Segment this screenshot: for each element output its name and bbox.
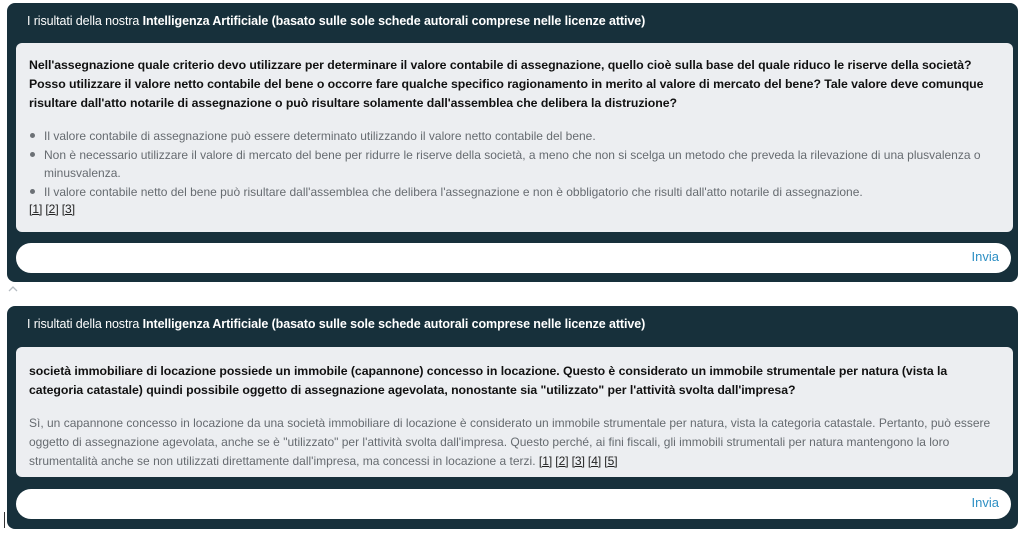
question-text: Nell'assegnazione quale criterio devo utilizzare per determinare il valore contabile di assegnazione, quello cioè sulla base del quale riduco le riserve della società? Posso utilizzare il valore netto contabile del bene o occorre fare qualche specifico ragionamento in merito al valore di mercato del bene? Tale valore deve comunque risultare dall'atto notarile di assegnazione o può risultare solamente dall'assemblea che delibera la distruzione? xyxy=(29,58,984,110)
reference-link-3[interactable]: [3] xyxy=(571,454,585,468)
text-cursor xyxy=(4,512,5,528)
chevron-up-icon[interactable] xyxy=(8,285,18,293)
send-button[interactable]: Invia xyxy=(971,249,999,264)
answer-bullet: Non è necessario utilizzare il valore di mercato del bene per ridurre le riserve della società, a meno che non si scelga un metodo che preveda la rilevazione di una plusvalenza o minusvalenza. xyxy=(29,146,995,183)
answer-bullet-list xyxy=(29,127,995,201)
answer-box xyxy=(16,347,1013,477)
reference-links xyxy=(29,202,995,216)
ai-results-panel xyxy=(7,3,1018,282)
panel-title-bold: Intelligenza Artificiale (basato sulle sole schede autorali comprese nelle licenze attive) xyxy=(142,14,646,28)
panel-title-prefix: I risultati della nostra xyxy=(27,14,143,28)
panel-title xyxy=(27,14,645,28)
send-button[interactable]: Invia xyxy=(971,495,999,510)
reference-link-4[interactable]: [4] xyxy=(587,454,602,468)
reference-link-2[interactable]: [2] xyxy=(555,454,569,468)
reference-link-2[interactable]: [2] xyxy=(45,202,59,216)
answer-bullet: Il valore contabile netto del bene può risultare dall'assemblea che delibera l'assegnazione e non è obbligatorio che risulti dall'atto notarile di assegnazione. xyxy=(29,183,995,202)
question-input[interactable] xyxy=(30,493,934,517)
reference-link-3[interactable]: [3] xyxy=(61,202,76,216)
question-input-row xyxy=(16,243,1011,273)
reference-link-1[interactable]: [1] xyxy=(538,454,553,468)
panel-title-bold: Intelligenza Artificiale (basato sulle sole schede autorali comprese nelle licenze attive) xyxy=(142,317,646,331)
answer-body: Sì, un capannone concesso in locazione da una società immobiliare di locazione è considerato un immobile strumentale per natura, vista la categoria catastale. Pertanto, può essere oggetto di assegnazione agevolata, anche se è "utilizzato" per l'attività svolta dall'impresa. Questo perché, ai fini fiscali, gli immobili strumentali per natura mantengono la loro strumentalità anche se non utilizzati direttamente dall'impresa, ma concessi in locazione a terzi. xyxy=(29,416,991,468)
question-input[interactable] xyxy=(30,247,934,271)
question-input-row xyxy=(16,489,1011,519)
reference-link-5[interactable]: [5] xyxy=(604,454,618,468)
question-text: società immobiliare di locazione possiede un immobile (capannone) concesso in locazione. Questo è considerato un immobile strumentale per natura (vista la categoria catastale) quindi possibile oggetto di assegnazione agevolata, nonostante sia "utilizzato" per l'attività svolta dall'impresa? xyxy=(29,364,948,397)
panel-title-prefix: I risultati della nostra xyxy=(27,317,143,331)
panel-title xyxy=(27,317,645,331)
ai-results-panel xyxy=(7,306,1018,529)
reference-link-1[interactable]: [1] xyxy=(29,202,43,216)
answer-bullet: Il valore contabile di assegnazione può essere determinato utilizzando il valore netto contabile del bene. xyxy=(29,127,995,146)
answer-text xyxy=(29,414,995,471)
answer-box xyxy=(16,43,1013,232)
